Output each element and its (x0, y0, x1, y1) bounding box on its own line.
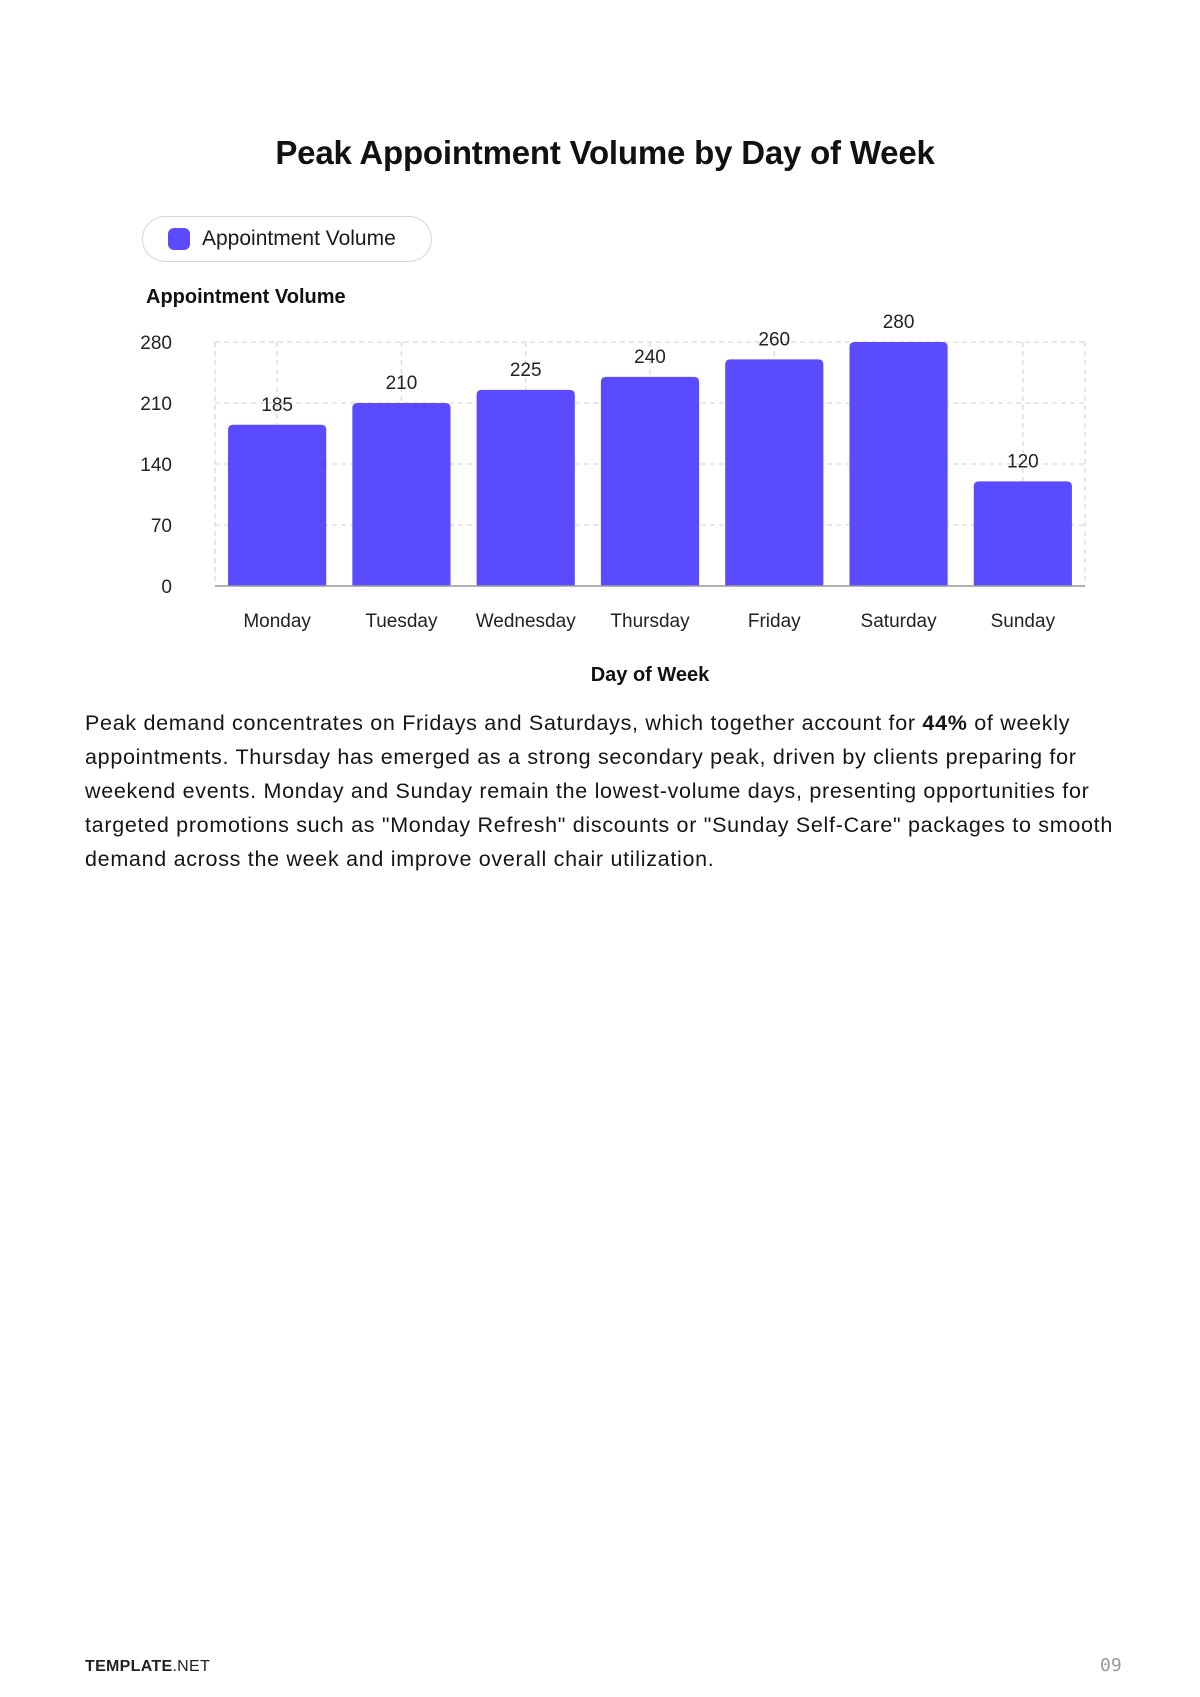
page-number: 09 (1100, 1655, 1122, 1676)
paragraph-text-1: Peak demand concentrates on Fridays and Saturdays, which together account for (85, 711, 923, 735)
logo-regular-text: .NET (172, 1658, 211, 1675)
bar-wednesday (477, 390, 575, 586)
page-title: Peak Appointment Volume by Day of Week (275, 134, 935, 171)
paragraph-text-2: of weekly appointments. Thursday has emerged as a strong secondary peak, driven by clients preparing for weekend events. Monday and Sunday remain the lowest-volume days, presenting opportunities for targeted promotions such as "Monday Refresh" discounts or "Sunday Self-Care" packages to smooth demand across the week and improve overall chair utilization. (85, 711, 1113, 871)
y-tick-label: 280 (140, 333, 172, 354)
y-tick-label: 0 (161, 577, 172, 598)
data-label-sunday: 120 (1007, 451, 1039, 473)
data-label-tuesday: 210 (385, 373, 418, 394)
x-tick-label-wednesday: Wednesday (475, 611, 576, 632)
y-tick-label: 210 (140, 394, 172, 415)
logo-bold-text: TEMPLATE (85, 1658, 173, 1675)
bar-saturday (849, 342, 947, 586)
x-tick-label-tuesday: Tuesday (365, 611, 438, 632)
bar-thursday (601, 377, 699, 586)
paragraph-bold-stat: 44% (922, 711, 968, 735)
y-tick-label: 70 (150, 516, 172, 537)
x-tick-label-friday: Friday (747, 611, 801, 632)
x-ticks (243, 611, 1055, 632)
bar-monday (228, 425, 326, 586)
bar-chart (0, 270, 1200, 700)
bars (228, 342, 1072, 586)
bar-friday (725, 359, 823, 586)
legend-swatch (168, 228, 190, 250)
data-label-friday: 260 (758, 329, 791, 351)
data-label-wednesday: 225 (509, 359, 542, 381)
y-axis-title: Appointment Volume (146, 286, 346, 308)
y-ticks (140, 333, 172, 598)
x-tick-label-monday: Monday (243, 611, 311, 632)
x-tick-label-thursday: Thursday (610, 611, 690, 632)
data-label-saturday: 280 (882, 312, 915, 333)
x-tick-label-saturday: Saturday (860, 611, 937, 632)
data-label-thursday: 240 (634, 346, 666, 368)
bar-sunday (974, 481, 1072, 586)
analysis-paragraph (85, 706, 1125, 876)
y-tick-label: 140 (140, 455, 172, 476)
legend-label: Appointment Volume (202, 227, 396, 250)
x-axis-title: Day of Week (590, 664, 710, 686)
footer-logo (85, 1658, 210, 1676)
chart-legend (142, 216, 432, 262)
bar-tuesday (352, 403, 450, 586)
x-tick-label-sunday: Sunday (990, 611, 1056, 632)
data-label-monday: 185 (261, 394, 293, 416)
